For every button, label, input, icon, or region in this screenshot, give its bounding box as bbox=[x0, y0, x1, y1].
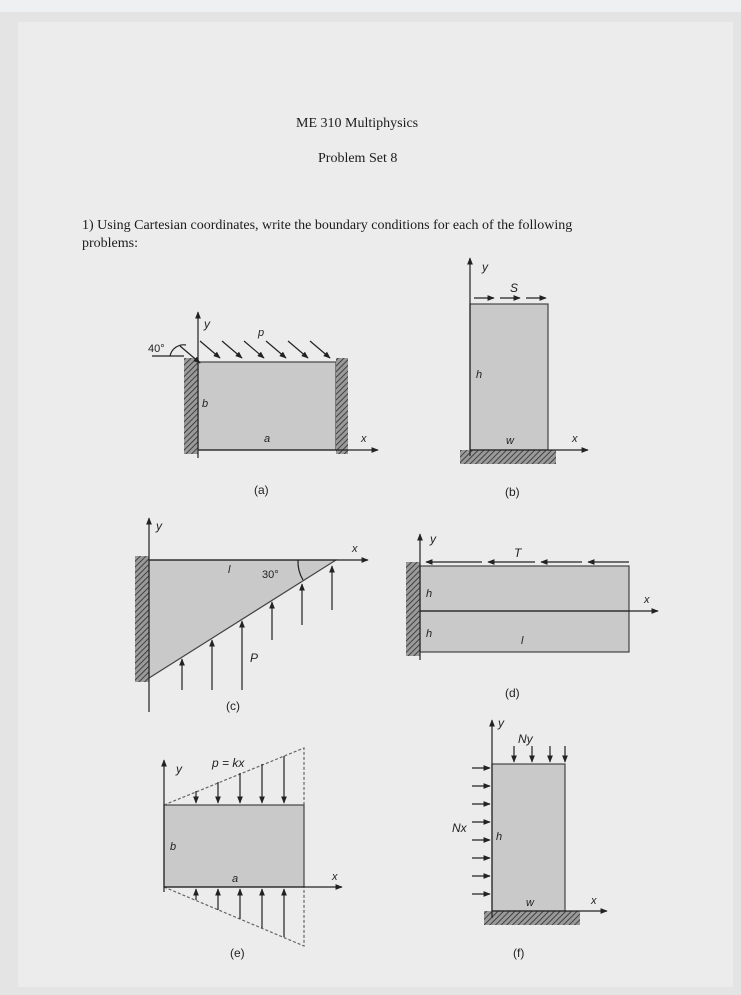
figure-c-caption: (c) bbox=[226, 699, 240, 713]
figure-b-caption: (b) bbox=[505, 485, 520, 499]
figure-e-x-label: x bbox=[332, 871, 338, 883]
figure-c-angle-label: 30° bbox=[262, 569, 279, 581]
figure-c-x-label: x bbox=[352, 543, 358, 555]
figure-e-load-label: p = kx bbox=[212, 756, 245, 770]
figure-f-load-y-label: Ny bbox=[518, 732, 533, 746]
figure-b-ground bbox=[460, 450, 556, 464]
figure-d-plate bbox=[420, 566, 629, 652]
figure-c-wall bbox=[135, 556, 149, 682]
figure-d-lower-h-label: h bbox=[426, 628, 433, 640]
figure-e-load-bottom-outline bbox=[164, 887, 304, 946]
figure-d-y-label: y bbox=[430, 532, 436, 546]
figure-f-plate bbox=[492, 764, 565, 911]
figure-c bbox=[135, 518, 368, 712]
figure-e-height-label: b bbox=[170, 841, 177, 853]
figure-e-y-label: y bbox=[176, 762, 182, 776]
figure-f-caption: (f) bbox=[513, 946, 525, 960]
figure-a-left-wall bbox=[184, 358, 198, 454]
figure-f-horizontal-load-arrows bbox=[472, 768, 490, 894]
figure-a-load-arrows bbox=[180, 341, 330, 363]
figure-d bbox=[406, 534, 658, 660]
figure-b bbox=[460, 258, 588, 464]
figure-d-length-label: l bbox=[521, 635, 524, 647]
figure-a-x-label: x bbox=[361, 433, 367, 445]
figure-a-right-wall bbox=[336, 358, 348, 454]
figure-f-width-label: w bbox=[526, 897, 534, 909]
figure-b-x-label: x bbox=[572, 433, 578, 445]
document-subtitle: Problem Set 8 bbox=[318, 151, 398, 166]
figure-d-caption: (d) bbox=[505, 686, 520, 700]
figure-f-vertical-load-arrows bbox=[514, 746, 565, 762]
figure-f-x-label: x bbox=[591, 895, 597, 907]
figure-e bbox=[164, 748, 342, 946]
figure-a-height-label: b bbox=[202, 398, 209, 410]
figure-b-y-label: y bbox=[482, 260, 488, 274]
figure-f bbox=[472, 720, 607, 925]
figure-a-caption: (a) bbox=[254, 483, 269, 497]
figure-a-width-label: a bbox=[264, 433, 271, 445]
figure-d-x-label: x bbox=[644, 594, 650, 606]
figure-f-y-label: y bbox=[498, 716, 504, 730]
figure-e-bottom-load-arrows bbox=[196, 889, 284, 937]
figure-b-width-label: w bbox=[506, 435, 514, 447]
figure-f-load-x-label: Nx bbox=[452, 821, 467, 835]
figure-f-height-label: h bbox=[496, 831, 503, 843]
figure-e-caption: (e) bbox=[230, 946, 245, 960]
figure-c-y-label: y bbox=[156, 519, 162, 533]
figure-e-width-label: a bbox=[232, 873, 239, 885]
question-text-line-1: 1) Using Cartesian coordinates, write the boundary conditions for each of the following bbox=[82, 218, 573, 233]
figure-d-upper-h-label: h bbox=[426, 588, 433, 600]
question-text-line-2: problems: bbox=[82, 236, 138, 251]
figure-b-load-label: S bbox=[510, 281, 519, 295]
figure-c-length-label: l bbox=[228, 564, 231, 576]
figure-d-wall bbox=[406, 562, 420, 656]
figure-a-angle-arc bbox=[170, 345, 186, 356]
figure-b-height-label: h bbox=[476, 369, 483, 381]
figure-c-load-label: P bbox=[250, 651, 259, 665]
figure-a-angle-label: 40° bbox=[148, 343, 165, 355]
figure-d-load-label: T bbox=[514, 546, 522, 560]
figure-a-load-label: p bbox=[258, 327, 265, 339]
figure-a-y-label: y bbox=[204, 317, 210, 331]
document-title: ME 310 Multiphysics bbox=[296, 116, 419, 131]
figure-f-ground bbox=[484, 911, 580, 925]
